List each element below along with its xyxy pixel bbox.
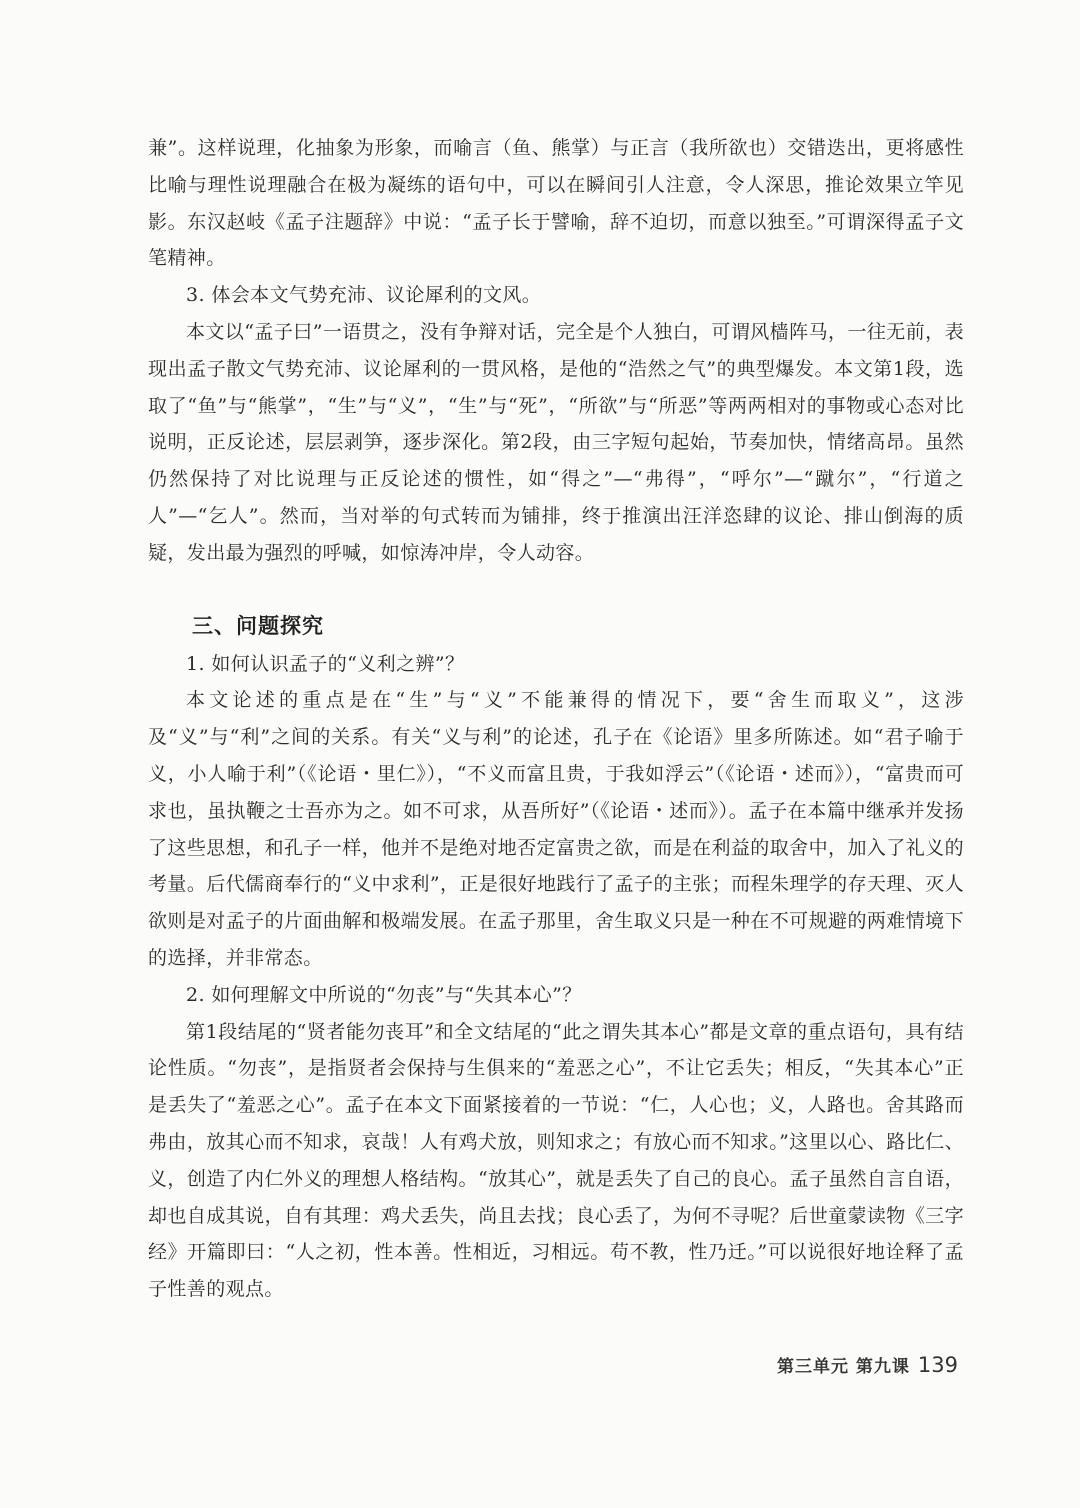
paragraph-style-analysis: 本文以“孟子曰”一语贯之，没有争辩对话，完全是个人独白，可谓风樯阵马，一往无前，表现出孟子散文气势充沛、议论犀利的一贯风格，是他的“浩然之气”的典型爆发。本文第1段，选取了“鱼”与“熊掌”，“生”与“义”，“生”与“死”，“所欲”与“所恶”等两两相对的事物或心态对比说明，正反论述，层层剥笋，逐步深化。第2段，由三字短句起始，节奏加快，情绪高昂。虽然仍然保持了对比说理与正反论述的惯性，如“得之”—“弗得”，“呼尔”—“蹴尔”，“行道之人”—“乞人”。然而，当对举的句式转而为铺排，终于推演出汪洋恣肆的议论、排山倒海的质疑，发出最为强烈的呼喊，如惊涛冲岸，令人动容。 — [148, 320, 964, 564]
question-2-title: 2. 如何理解文中所说的“勿丧”与“失其本心”？ — [186, 983, 582, 1006]
paragraph-continuation: 兼”。这样说理，化抽象为形象，而喻言（鱼、熊掌）与正言（我所欲也）交错迭出，更将感性比喻与理性说理融合在极为凝练的语句中，可以在瞬间引人注意，令人深思，推论效果立竿见影。东汉赵岐《孟子注题辞》中说：“孟子长于譬喻，辞不迫切，而意以独至。”可谓深得孟子文笔精神。 — [148, 137, 964, 270]
page-footer — [777, 1352, 958, 1377]
question-1-title: 1. 如何认识孟子的“义利之辨”？ — [186, 652, 465, 675]
page-number: 139 — [917, 1353, 958, 1377]
unit-lesson-label: 第三单元 第九课 — [776, 1357, 910, 1377]
section-heading: 三、问题探究 — [192, 613, 324, 638]
subpoint-3-title: 3. 体会本文气势充沛、议论犀利的文风。 — [186, 284, 542, 307]
question-1-answer: 本文论述的重点是在“生”与“义”不能兼得的情况下，要“舍生而取义”，这涉及“义”与“利”之间的关系。有关“义与利”的论述，孔子在《论语》里多所陈述。如“君子喻于义，小人喻于利”（《论语・里仁》），“不义而富且贵，于我如浮云”（《论语・述而》），“富贵而可求也，虽执鞭之士吾亦为之。如不可求，从吾所好”（《论语・述而》）。孟子在本篇中继承并发扬了这些思想，和孔子一样，他并不是绝对地否定富贵之欲，而是在利益的取舍中，加入了礼义的考量。后代儒商奉行的“义中求利”，正是很好地践行了孟子的主张；而程朱理学的存天理、灭人欲则是对孟子的片面曲解和极端发展。在孟子那里，舍生取义只是一种在不可规避的两难情境下的选择，并非常态。 — [148, 689, 964, 969]
page-body — [148, 130, 964, 1308]
question-2-answer: 第1段结尾的“贤者能勿丧耳”和全文结尾的“此之谓失其本心”都是文章的重点语句，具有结论性质。“勿丧”，是指贤者会保持与生俱来的“羞恶之心”，不让它丢失；相反，“失其本心”正是丢失了“羞恶之心”。孟子在本文下面紧接着的一节说：“仁，人心也；义，人路也。舍其路而弗由，放其心而不知求，哀哉！人有鸡犬放，则知求之；有放心而不知求。”这里以心、路比仁、义，创造了内仁外义的理想人格结构。“放其心”，就是丢失了自己的良心。孟子虽然自言自语，却也自成其说，自有其理：鸡犬丢失，尚且去找；良心丢了，为何不寻呢？后世童蒙读物《三字经》开篇即曰：“人之初，性本善。性相近，习相远。苟不教，性乃迁。”可以说很好地诠释了孟子性善的观点。 — [148, 1020, 964, 1301]
